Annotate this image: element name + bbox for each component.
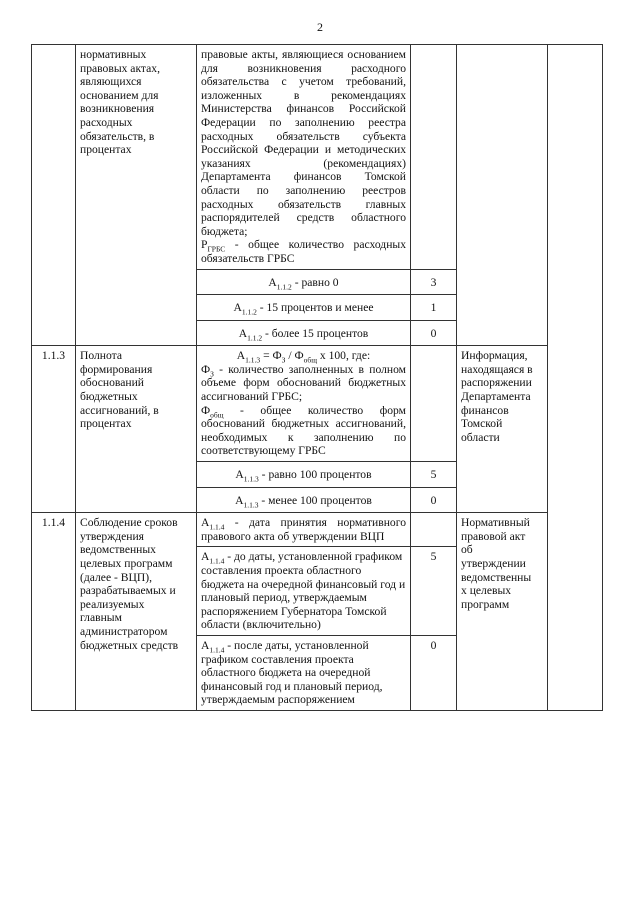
score-cell: 5 [411, 462, 457, 488]
row-number-cell: 1.1.4 [32, 513, 76, 711]
source-line: утверждении [461, 557, 526, 570]
source-line: х целевых [461, 584, 512, 598]
formula-description-cell [197, 45, 411, 270]
source-line: финансов [461, 403, 509, 417]
source-line: Департамента [461, 390, 531, 404]
score-cell: 3 [411, 269, 457, 295]
criterion-name-line: нормативных [80, 48, 147, 61]
formula-term: $Ф_{общ}$ - общее количество форм обоснований бюджетных ассигнований, необходимых к заполнению по соответствующему ГРБС [201, 403, 406, 458]
source-line: Информация, [461, 349, 528, 363]
formula-description-cell: $А_{1.1.4}$ - дата принятия нормативного правового акта об утверждении ВЦП [197, 513, 411, 547]
source-line: правовой акт [461, 529, 526, 543]
criterion-name-line: обоснований [80, 376, 145, 390]
criterion-name-line: разрабатываемых и [80, 584, 176, 598]
criterion-name-cell [76, 513, 197, 711]
condition-cell: $А_{1.1.3}$ - равно 100 процентов [197, 462, 411, 488]
source-line: Нормативный [461, 516, 530, 530]
formula: $А_{1.1.3} = Ф_З / Ф_{общ}$ х 100, где: [236, 349, 371, 365]
score-cell: 5 [411, 547, 457, 636]
score-cell [411, 513, 457, 547]
score-cell: 1 [411, 295, 457, 321]
table-row [32, 45, 603, 270]
score-cell [411, 45, 457, 270]
criterion-name-line: формирования [80, 362, 153, 376]
criterion-name-line: целевых программ [80, 557, 173, 570]
criterion-name-line: (далее - ВЦП), [80, 570, 152, 584]
source-line: программ [461, 597, 510, 611]
criterion-name-line: основанием для [80, 88, 159, 102]
criterion-name-line: обязательств, в [80, 129, 155, 143]
criteria-table [31, 44, 603, 711]
row-number-cell: 1.1.3 [32, 346, 76, 513]
criterion-name-line: главным [80, 611, 122, 625]
score-cell [411, 346, 457, 462]
criterion-name-line: утверждения [80, 529, 145, 543]
source-line: области [461, 430, 500, 444]
criterion-name-cell [76, 45, 197, 346]
condition-cell: $А_{1.1.4}$ - после даты, установленной графиком составления проекта областного бюджета на очередной финансовый год и плановый период, утверждаемым распоряжением [197, 635, 411, 710]
score-cell: 0 [411, 320, 457, 346]
description-text: правовые акты, являющиеся основанием для возникновения расходного обязательства с учетом требований, изложенных в рекомендациях Министерства финансов Российской Федерации по заполнению реестра расходных обязательств субъекта Российской Федерации и методических указаниях (рекомендациях) Департамента финансов Томской области по заполнению реестров расходных обязательств главных распорядителей средств областного бюджета; [201, 48, 406, 238]
criterion-name-line: процентах [80, 417, 132, 431]
p-subscript: ГРБС [207, 244, 226, 254]
criterion-name-line: процентах [80, 143, 132, 157]
criterion-name-line: возникновения [80, 102, 155, 116]
source-line: распоряжении [461, 376, 532, 390]
condition-cell: $А_{1.1.3}$ - менее 100 процентов [197, 487, 411, 513]
source-line: ведомственны [461, 570, 532, 584]
formula-description-cell [197, 346, 411, 462]
table-row [32, 346, 603, 462]
criterion-name-line: являющихся [80, 75, 142, 89]
criterion-name-line: расходных [80, 115, 133, 129]
criterion-name-line: Полнота [80, 349, 123, 363]
source-line: об [461, 543, 473, 557]
source-cell [457, 45, 548, 346]
criterion-name-line: Соблюдение сроков [80, 516, 178, 530]
source-cell [457, 346, 548, 513]
criterion-name-cell [76, 346, 197, 513]
table-row [32, 513, 603, 547]
source-line: находящаяся в [461, 362, 533, 376]
criterion-name-line: бюджетных [80, 390, 138, 404]
p-definition: - общее количество расходных обязательств ГРБС [201, 238, 406, 265]
criterion-name-line: администратором [80, 624, 168, 638]
criterion-name-line: ассигнований, в [80, 403, 159, 417]
criterion-name-line: бюджетных средств [80, 638, 179, 652]
note-cell [548, 45, 603, 711]
score-cell: 0 [411, 487, 457, 513]
row-number-cell [32, 45, 76, 346]
criterion-name-line: правовых актах, [80, 61, 160, 75]
condition-cell: $А_{1.1.2}$ - более 15 процентов [197, 320, 411, 346]
source-cell [457, 513, 548, 711]
condition-cell: $А_{1.1.2}$ - равно 0 [197, 269, 411, 295]
source-line: Томской [461, 417, 503, 431]
p-symbol: Р [201, 238, 208, 252]
condition-cell: $А_{1.1.2} - 15$ процентов и менее [197, 295, 411, 321]
condition-cell: $А_{1.1.4}$ - до даты, установленной графиком составления проекта областного бюджета на очередной финансовый год и плановый период, утверждаемым распоряжением Губернатора Томской области (включительно) [197, 547, 411, 636]
criterion-name-line: ведомственных [80, 543, 156, 557]
page-number: 2 [317, 20, 323, 34]
criterion-name-line: реализуемых [80, 597, 145, 611]
score-cell: 0 [411, 635, 457, 710]
formula-term: $Ф_З$ - количество заполненных в полном объеме форм обоснований бюджетных ассигнований ГРБС; [201, 362, 406, 404]
